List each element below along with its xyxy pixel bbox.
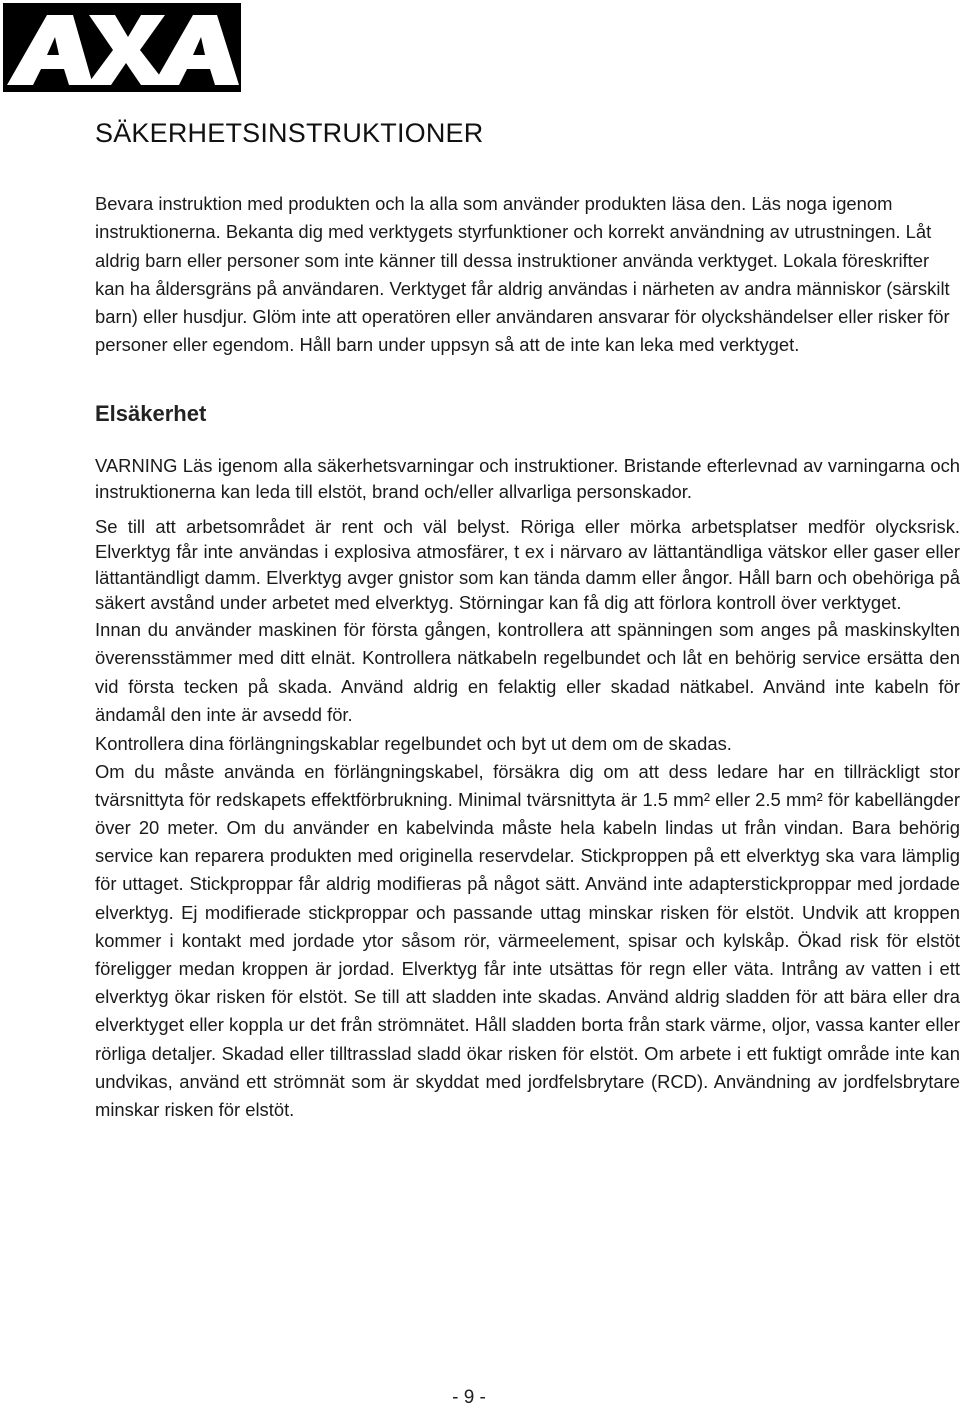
section-body [95,514,960,1124]
intro-paragraph: Bevara instruktion med produkten och la alla som använder produkten läsa den. Läs noga igenom instruktionerna. Bekanta dig med verktygets styrfunktioner och korrekt användning av utrustningen. Låt aldrig barn eller personer som inte känner till dessa instruktioner använda verktyget. Lokala föreskrifter kan ha åldersgräns på användaren. Verktyget får aldrig användas i närheten av andra människor (särskilt barn) eller husdjur. Glöm inte att operatören eller användaren ansvarar för olyckshändelser eller risker för personer eller egendom. Håll barn under uppsyn så att de inte kan leka med verktyget. [95,193,950,356]
paragraph-mains-check: Innan du använder maskinen för första gången, kontrollera att spänningen som anges på maskinskylten överensstämmer med ditt elnät. Kontrollera nätkabeln regelbundet och låt en behörig service ersätta den vid första tecken på skada. Använd aldrig en felaktig eller skadad nätkabel. Använd inte kabeln för ändamål den inte är avsedd för. [95,618,960,726]
warning-paragraph: VARNING Läs igenom alla säkerhetsvarningar och instruktioner. Bristande efterlevnad av varningarna och instruktionerna kan leda till elstöt, brand och/eller allvarliga personskador. [95,455,960,502]
paragraph-extension-cables: Kontrollera dina förlängningskablar regelbundet och byt ut dem om de skadas. [95,733,732,754]
paragraph-workspace: Se till att arbetsområdet är rent och väl belyst. Röriga eller mörka arbetsplatser medför olycksrisk. Elverktyg får inte användas i explosiva atmosfärer, t ex i närvaro av lättantändliga vätskor eller gaser eller lättantändligt damm. Elverktyg avger gnistor som kan tända damm eller ångor. Håll barn och obehöriga på säkert avstånd under arbetet med elverktyg. Störningar kan få dig att förlora kontroll över verktyget. [95,516,960,614]
paragraph-cable-requirements: Om du måste använda en förlängningskabel, försäkra dig om att dess ledare har en tillräckligt stor tvärsnittyta för redskapets effektförbrukning. Minimal tvärsnittyta är 1.5 mm² eller 2.5 mm² för kabellängder över 20 meter. Om du använder en kabelvinda måste hela kabeln lindas ut från vindan. Bara behörig service kan reparera produkten med originella reservdelar. Stickproppen på ett elverktyg ska vara lämplig för uttaget. Stickproppar får aldrig modifieras på något sätt. Använd inte adapterstickproppar med jordade elverktyg. Ej modifierade stickproppar och passande uttag minskar risken för elstöt. Undvik att kroppen kommer i kontakt med jordade ytor såsom rör, värmeelement, spisar och kylskåp. Ökad risk för elstöt föreligger medan kroppen är jordad. Elverktyg får inte utsättas för regn eller väta. Intrång av vatten i ett elverktyg ökar risken för elstöt. Se till att sladden inte skadas. Använd aldrig sladden för att bära eller dra elverktyget eller koppla ur det från strömnätet. Håll sladden borta från stark värme, oljor, vassa kanter eller rörliga detaljer. Skadad eller tilltrasslad sladd ökar risken för elstöt. Om arbete i ett fuktigt område inte kan undvikas, använd ett strömnät som är skyddat med jordfelsbrytare (RCD). Användning av jordfelsbrytare minskar risken för elstöt. [95,760,960,1120]
section-heading-elsakerhet: Elsäkerhet [95,401,207,426]
axa-logo-mark [3,3,241,92]
axa-logo [3,3,241,92]
page-number: - 9 - [452,1387,486,1408]
page-title: SÄKERHETSINSTRUKTIONER [95,118,484,148]
